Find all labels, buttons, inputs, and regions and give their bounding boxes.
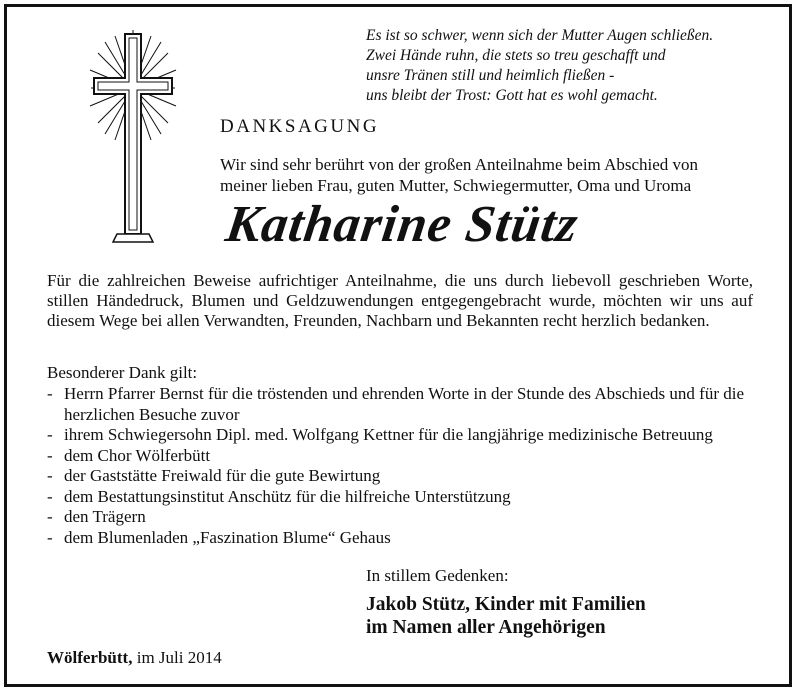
list-item bbox=[47, 487, 767, 508]
memorial-poem bbox=[366, 26, 713, 106]
dash-bullet: - bbox=[47, 527, 53, 547]
date: im Juli 2014 bbox=[136, 648, 222, 667]
dash-bullet: - bbox=[47, 445, 53, 465]
list-item-text: dem Blumenladen „Faszination Blume“ Gehaus bbox=[64, 527, 391, 547]
poem-line: Zwei Hände ruhn, die stets so treu geschafft und bbox=[366, 47, 666, 64]
page-title: DANKSAGUNG bbox=[220, 116, 380, 137]
dash-bullet: - bbox=[47, 384, 53, 403]
list-item bbox=[47, 446, 767, 467]
dash-bullet: - bbox=[47, 507, 53, 526]
dash-bullet: - bbox=[47, 425, 53, 444]
signature-line: Jakob Stütz, Kinder mit Familien bbox=[366, 594, 646, 615]
list-item-text: dem Bestattungsinstitut Anschütz für die hilfreiche Unterstützung bbox=[64, 486, 511, 506]
list-item-text: der Gaststätte Freiwald für die gute Bewirtung bbox=[64, 466, 381, 485]
poem-line: uns bleibt der Trost: Gott hat es wohl gemacht. bbox=[366, 87, 658, 104]
signature-line: im Namen aller Angehörigen bbox=[366, 617, 606, 638]
place-date bbox=[47, 648, 222, 668]
dash-bullet: - bbox=[47, 466, 53, 485]
list-item-text: ihrem Schwiegersohn Dipl. med. Wolfgang Kettner für die langjährige medizinische Betreuung bbox=[64, 425, 713, 444]
poem-line: Es ist so schwer, wenn sich der Mutter Augen schließen. bbox=[366, 27, 714, 44]
intro-line: meiner lieben Frau, guten Mutter, Schwiegermutter, Oma und Uroma bbox=[220, 176, 692, 195]
intro-line: Wir sind sehr berührt von der großen Anteilnahme beim Abschied von bbox=[220, 155, 699, 174]
radiant-cross-icon bbox=[88, 28, 178, 248]
poem-line: unsre Tränen still und heimlich fließen - bbox=[366, 67, 615, 84]
list-item bbox=[47, 507, 767, 528]
intro-text bbox=[220, 154, 698, 196]
thanks-paragraph: Für die zahlreichen Beweise aufrichtiger Anteilnahme, die uns durch liebevoll geschrieben Worte, stillen Händedruck, Blumen und Geldzuwendungen entgegengebracht wurde, möchten wir uns auf diesem Wege bei allen Verwandten, Freunden, Nachbarn und Bekannten recht herzlich bedanken. bbox=[47, 271, 753, 330]
list-item bbox=[47, 466, 767, 487]
special-thanks-title: Besonderer Dank gilt: bbox=[47, 363, 198, 382]
list-item bbox=[47, 384, 767, 425]
dash-bullet: - bbox=[47, 486, 53, 506]
memorial-label: In stillem Gedenken: bbox=[366, 566, 509, 585]
list-item-text: den Trägern bbox=[64, 507, 146, 526]
special-thanks-list bbox=[47, 384, 767, 548]
deceased-name: Katharine Stütz bbox=[222, 196, 583, 253]
place: Wölferbütt, bbox=[47, 648, 133, 667]
list-item-text: dem Chor Wölferbütt bbox=[64, 445, 211, 465]
list-item bbox=[47, 528, 767, 549]
signature-block bbox=[366, 593, 646, 639]
list-item-text: Herrn Pfarrer Bernst für die tröstenden und ehrenden Worte in der Stunde des Abschieds und für die herzlichen Besuche zuvor bbox=[64, 384, 745, 424]
list-item bbox=[47, 425, 767, 446]
